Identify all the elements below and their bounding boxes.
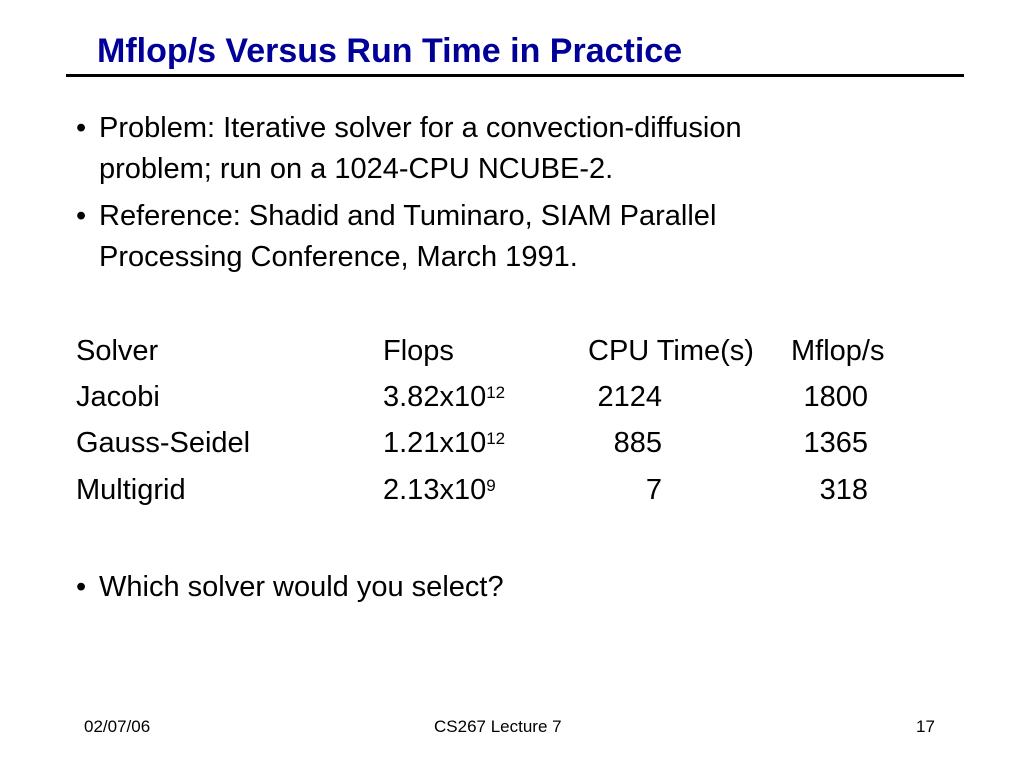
solver-name: Multigrid xyxy=(76,474,186,506)
bullet-marker: • xyxy=(76,112,87,144)
flops-value xyxy=(383,375,505,419)
cpu-time-value: 885 xyxy=(613,427,662,459)
mflops-value: 318 xyxy=(819,474,868,506)
table-row xyxy=(0,468,1024,512)
table-header-row xyxy=(0,329,1024,373)
bullet-problem-line-1: Problem: Iterative solver for a convection-diffusion xyxy=(99,112,742,144)
bullet-reference-line-2: Processing Conference, March 1991. xyxy=(99,241,578,273)
flops-base: 2.13x10 xyxy=(383,474,487,506)
flops-value xyxy=(383,468,496,512)
header-flops: Flops xyxy=(383,335,454,367)
bullet-problem-line-2: problem; run on a 1024-CPU NCUBE-2. xyxy=(99,153,614,185)
header-cpu-time: CPU Time(s) xyxy=(588,335,754,367)
flops-exponent: 9 xyxy=(486,476,496,495)
header-mflops: Mflop/s xyxy=(791,335,885,367)
footer-date: 02/07/06 xyxy=(84,717,151,736)
flops-base: 3.82x10 xyxy=(383,381,487,413)
bullet-marker: • xyxy=(76,571,87,603)
solver-name: Jacobi xyxy=(76,381,160,413)
flops-exponent: 12 xyxy=(486,383,506,402)
flops-base: 1.21x10 xyxy=(383,427,487,459)
table-row xyxy=(0,375,1024,419)
bullet-marker: • xyxy=(76,200,87,232)
footer-course: CS267 Lecture 7 xyxy=(434,717,562,736)
solver-name: Gauss-Seidel xyxy=(76,427,251,459)
slide-title: Mflop/s Versus Run Time in Practice xyxy=(97,32,683,70)
bullet-reference-line-1: Reference: Shadid and Tuminaro, SIAM Parallel xyxy=(99,200,717,232)
cpu-time-value: 2124 xyxy=(597,381,662,413)
flops-exponent: 12 xyxy=(486,429,506,448)
mflops-value: 1800 xyxy=(803,381,868,413)
table-row xyxy=(0,421,1024,465)
title-underline xyxy=(66,74,964,77)
question-text: Which solver would you select? xyxy=(99,571,504,603)
cpu-time-value: 7 xyxy=(645,474,662,506)
header-solver: Solver xyxy=(76,335,159,367)
mflops-value: 1365 xyxy=(803,427,868,459)
flops-value xyxy=(383,421,505,465)
footer-page-number: 17 xyxy=(916,717,935,736)
